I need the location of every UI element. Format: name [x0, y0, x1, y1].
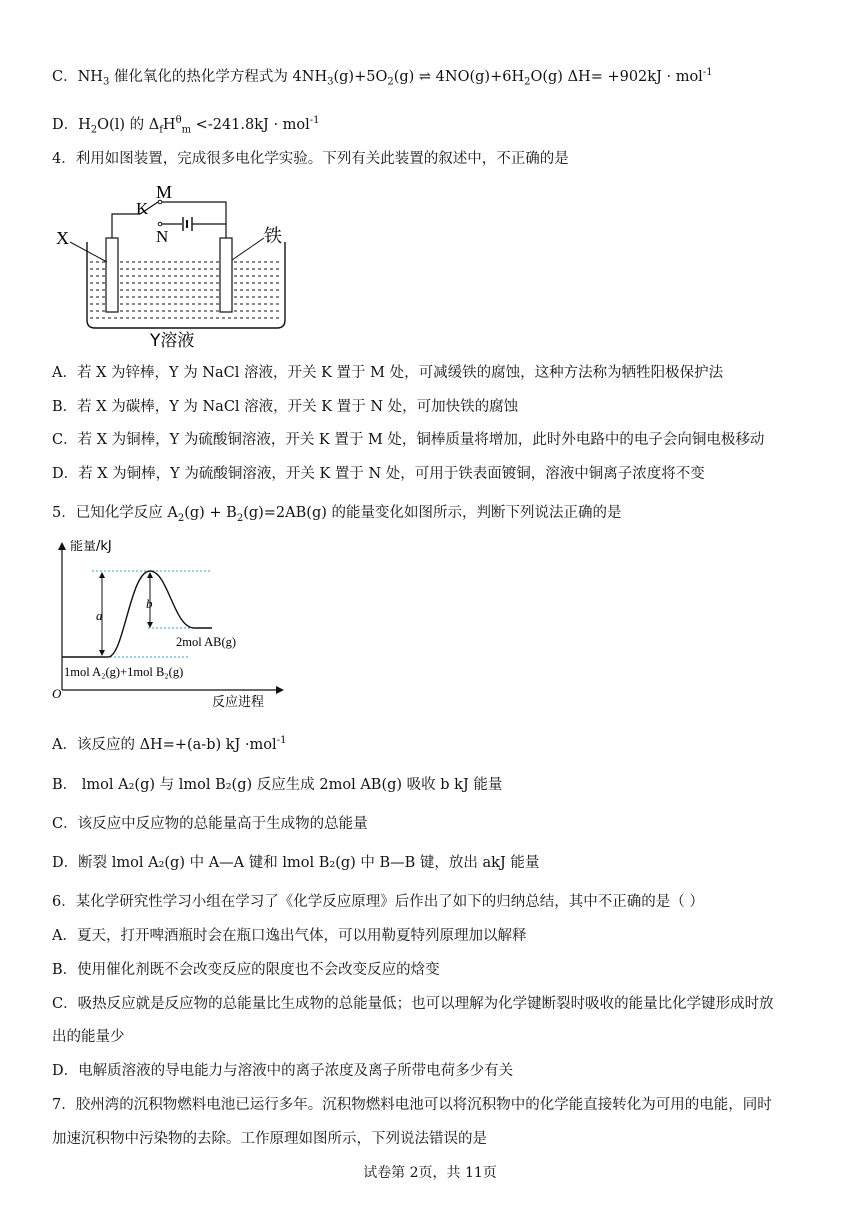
electrochemical-cell-diagram: [52, 180, 302, 352]
label-a: a: [96, 608, 103, 623]
q7-stem-line1: 7．胶州湾的沉积物燃料电池已运行多年。沉积物燃料电池可以将沉积物中的化学能直接转化为可用的电能，同时: [52, 1097, 772, 1113]
q5-option-a: A．该反应的 ΔH=+(a-b) kJ ·mol$^{-1}$: [52, 735, 287, 753]
q6-option-c-line1: C．吸热反应就是反应物的总能量比生成物的总能量低；也可以理解为化学键断裂时吸收的能量比化学键形成时放: [52, 996, 774, 1012]
q5-stem: 5．已知化学反应 $A_2(g) + B_2(g)=2AB(g)$ 的能量变化如图所示，判断下列说法正确的是: [52, 505, 622, 524]
q4-stem: 4．利用如图装置，完成很多电化学实验。下列有关此装置的叙述中，不正确的是: [52, 151, 569, 167]
x-axis-label: 反应进程: [212, 695, 265, 710]
reactant-label: 1mol A₂(g)+1mol B₂(g): [64, 665, 184, 679]
q6-option-a: A．夏天，打开啤酒瓶时会在瓶口逸出气体，可以用勒夏特列原理加以解释: [52, 928, 527, 944]
q7-stem-line2: 加速沉积物中污染物的去除。工作原理如图所示，下列说法错误的是: [52, 1131, 487, 1147]
q4-option-b: B．若 X 为碳棒，Y 为 NaCl 溶液，开关 K 置于 N 处，可加快铁的腐蚀: [52, 399, 519, 415]
q6-option-d: D．电解质溶液的导电能力与溶液中的离子浓度及离子所带电荷多少有关: [52, 1063, 514, 1079]
q3-option-c: C．$NH_3$ 催化氧化的热化学方程式为 $4NH_3(g)+5O_2(g)$ ⇌ $4NO(g)+6H_2O(g)$ ΔH= +902kJ · mol$^{-1}$: [52, 67, 713, 88]
label-y-solution: Y溶液: [150, 331, 195, 351]
q6-stem: 6．某化学研究性学习小组在学习了《化学反应原理》后作出了如下的归纳总结，其中不正确的是（ ）: [52, 894, 704, 910]
label-x: X: [56, 228, 69, 248]
q3-option-d: D．$H_2O(l)$ 的 $\Delta_fH^\theta_m <-241.8kJ \cdot mol^{-1}$: [52, 115, 320, 136]
energy-diagram: [52, 540, 292, 712]
y-axis-label: 能量/kJ: [70, 540, 112, 554]
q4-option-c: C．若 X 为铜棒，Y 为硫酸铜溶液，开关 K 置于 M 处，铜棒质量将增加，此时外电路中的电子会向铜电极移动: [52, 432, 765, 448]
label-m: M: [156, 182, 173, 202]
label-k: K: [136, 199, 149, 218]
page-footer: 试卷第 2页，共 11页: [363, 1165, 497, 1181]
label-n: N: [156, 227, 169, 246]
q5-option-d: D．断裂 lmol A₂(g) 中 A—A 键和 lmol B₂(g) 中 B—B 键，放出 akJ 能量: [52, 855, 540, 871]
origin-label: O: [52, 686, 62, 701]
q5-option-c: C．该反应中反应物的总能量高于生成物的总能量: [52, 816, 368, 832]
q6-option-c-line2: 出的能量少: [52, 1029, 125, 1045]
label-b: b: [146, 596, 153, 611]
q5-option-b: B． lmol A₂(g) 与 lmol B₂(g) 反应生成 2mol AB(g) 吸收 b kJ 能量: [52, 777, 503, 793]
product-label: 2mol AB(g): [176, 635, 237, 649]
q4-option-d: D．若 X 为铜棒，Y 为硫酸铜溶液，开关 K 置于 N 处，可用于铁表面镀铜，溶液中铜离子浓度将不变: [52, 466, 705, 482]
label-iron: 铁: [264, 226, 282, 247]
q6-option-b: B．使用催化剂既不会改变反应的限度也不会改变反应的焓变: [52, 962, 440, 978]
q4-option-a: A．若 X 为锌棒，Y 为 NaCl 溶液，开关 K 置于 M 处，可减缓铁的腐蚀，这种方法称为牺牲阳极保护法: [52, 365, 724, 381]
